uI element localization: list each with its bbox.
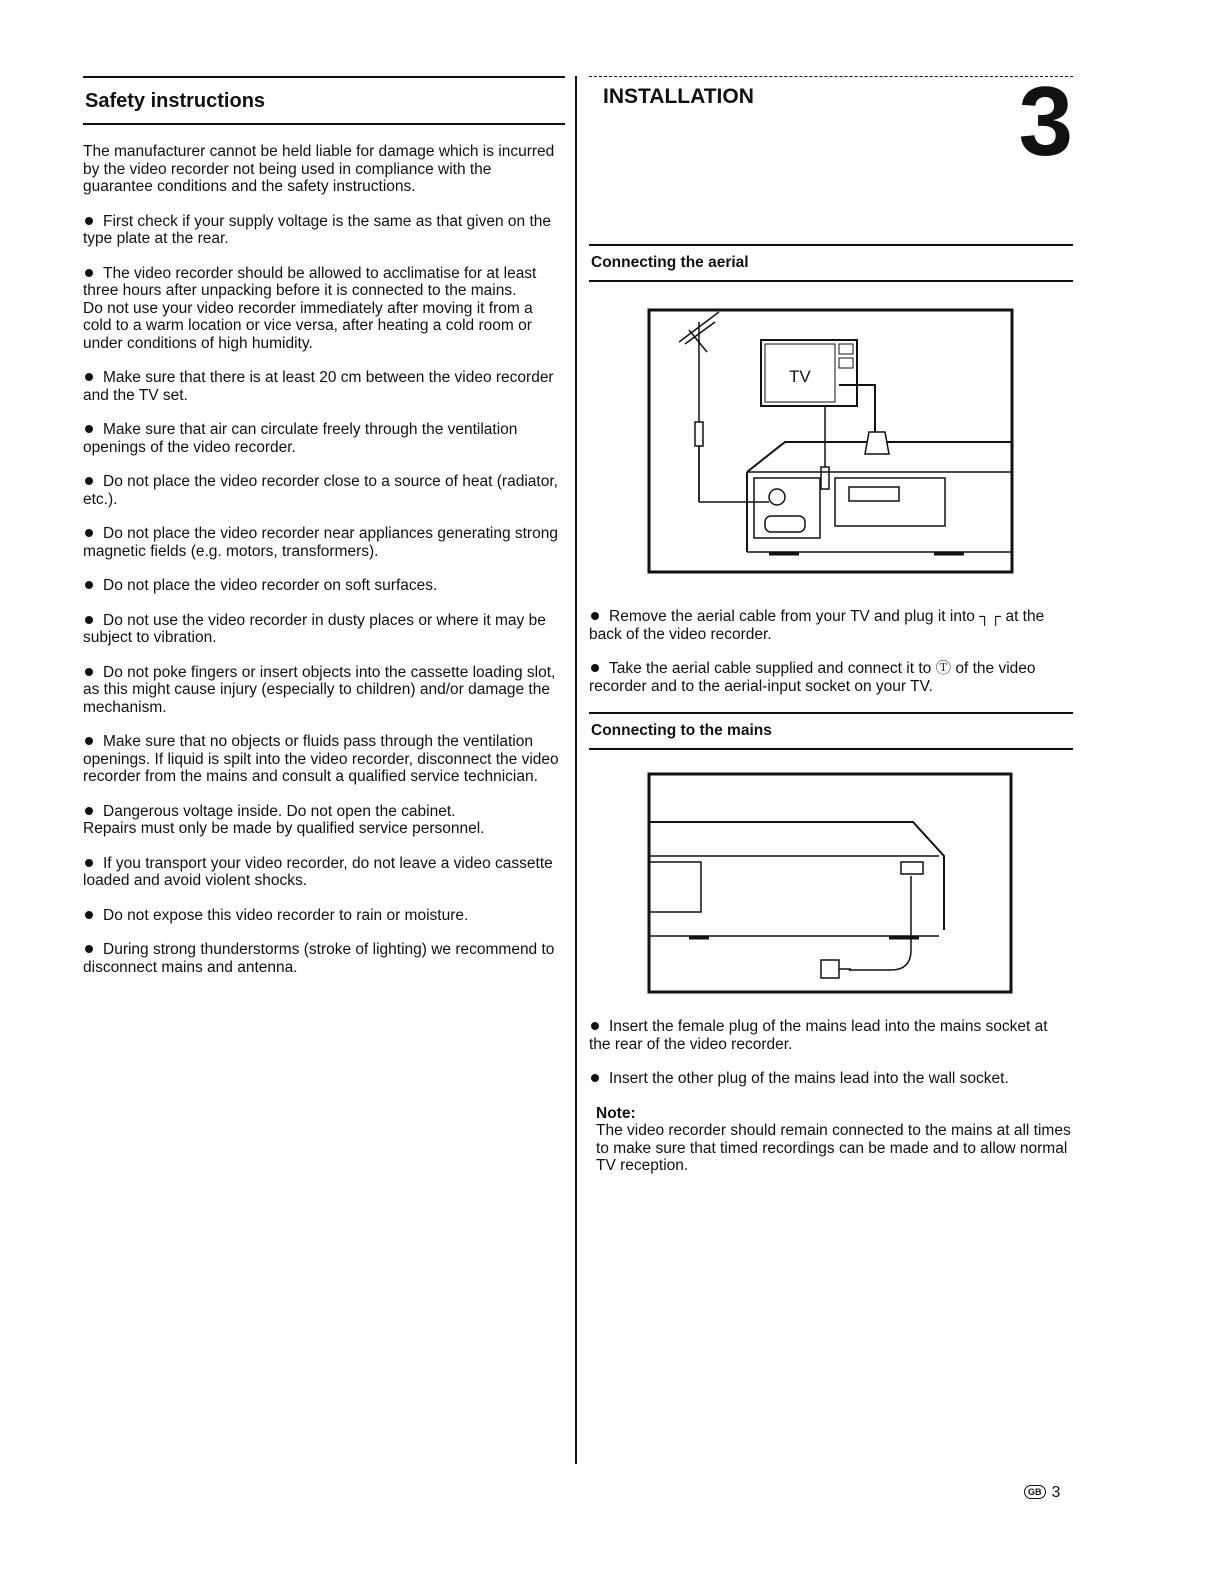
- bullet-icon: [85, 859, 93, 867]
- bullet-icon: [85, 477, 93, 485]
- safety-item: Make sure that air can circulate freely through the ventilation openings of the video recorder.: [83, 421, 518, 456]
- aerial-step: Take the aerial cable supplied and connect it to Ⓣ of the video recorder and to the aerial-input socket on your TV.: [589, 660, 1036, 695]
- safety-item: Do not use the video recorder in dusty places or where it may be subject to vibration.: [83, 611, 546, 646]
- bullet-icon: [85, 668, 93, 676]
- safety-item: Do not expose this video recorder to rain or moisture.: [83, 907, 565, 925]
- safety-item: Do not poke fingers or insert objects into the cassette loading slot, as this might cause injury (especially to children) and/or damage the mechanism.: [83, 663, 556, 716]
- video-recorder-icon: [649, 822, 944, 938]
- installation-header: [589, 66, 1073, 238]
- safety-item: Dangerous voltage inside. Do not open the cabinet. Repairs must only be made by qualified service personnel.: [83, 802, 485, 837]
- mains-section-title: Connecting to the mains: [591, 722, 772, 739]
- bullet-icon: [85, 945, 93, 953]
- bullet-icon: [85, 737, 93, 745]
- top-rule: [83, 76, 565, 78]
- bullet-icon: [591, 664, 599, 672]
- column-divider: [575, 76, 577, 1464]
- note-block: [596, 1105, 1073, 1175]
- aerial-connection-diagram: [589, 282, 1073, 592]
- bullet-icon: [85, 269, 93, 277]
- safety-item: Do not place the video recorder on soft surfaces.: [83, 577, 565, 595]
- mains-step: Insert the female plug of the mains lead into the mains socket at the rear of the video recorder.: [589, 1018, 1048, 1053]
- aerial-step: Remove the aerial cable from your TV and plug it into ┐┌ at the back of the video recorder.: [589, 608, 1045, 643]
- wall-socket-icon: [821, 960, 851, 978]
- installation-column: [589, 66, 1073, 1175]
- tv-label: TV: [789, 367, 811, 386]
- bullet-icon: [85, 807, 93, 815]
- page-footer: [1024, 1484, 1060, 1502]
- safety-item: Do not place the video recorder close to a source of heat (radiator, etc.).: [83, 473, 558, 508]
- safety-item: Make sure that no objects or fluids pass through the ventilation openings. If liquid is spilt into the video recorder, disconnect the video recorder from the mains and consult a qualified service technician.: [83, 733, 559, 785]
- country-badge: GB: [1024, 1485, 1046, 1499]
- video-recorder-icon: [747, 442, 1012, 554]
- safety-item: Do not place the video recorder near appliances generating strong magnetic fields (e.g. motors, transformers).: [83, 525, 558, 560]
- bullet-icon: [591, 1074, 599, 1082]
- page-number: 3: [1051, 1484, 1061, 1501]
- mains-connection-diagram: [589, 750, 1073, 1000]
- header-rule: [589, 76, 1073, 77]
- mains-rule-top: [589, 712, 1073, 714]
- bullet-icon: [85, 373, 93, 381]
- bullet-icon: [85, 616, 93, 624]
- tv-icon: [761, 340, 857, 406]
- aerial-section-title: Connecting the aerial: [591, 254, 749, 271]
- bullet-icon: [591, 1022, 599, 1030]
- note-label: Note:: [596, 1104, 636, 1122]
- chapter-number: 3: [1018, 66, 1073, 176]
- installation-title: INSTALLATION: [603, 85, 754, 108]
- safety-item: First check if your supply voltage is the same as that given on the type plate at the rear.: [83, 212, 552, 247]
- bullet-icon: [591, 612, 599, 620]
- safety-intro: The manufacturer cannot be held liable for damage which is incurred by the video recorder not being used in compliance with the guarantee conditions and the safety instructions.: [83, 143, 555, 195]
- aerial-rule-top: [589, 244, 1073, 246]
- mains-step: Insert the other plug of the mains lead into the wall socket.: [589, 1070, 1073, 1088]
- note-text: The video recorder should remain connected to the mains at all times to make sure that timed recordings can be made and to allow normal TV reception.: [596, 1122, 1071, 1174]
- bullet-icon: [85, 529, 93, 537]
- safety-column: [83, 76, 565, 993]
- bullet-icon: [85, 217, 93, 225]
- bullet-icon: [85, 581, 93, 589]
- title-rule: [83, 123, 565, 125]
- safety-item: During strong thunderstorms (stroke of lighting) we recommend to disconnect mains and antenna.: [83, 941, 555, 976]
- safety-item: Make sure that there is at least 20 cm between the video recorder and the TV set.: [83, 369, 554, 404]
- safety-item: If you transport your video recorder, do not leave a video cassette loaded and avoid violent shocks.: [83, 854, 553, 889]
- safety-title: Safety instructions: [85, 90, 266, 112]
- bullet-icon: [85, 911, 93, 919]
- safety-item: The video recorder should be allowed to acclimatise for at least three hours after unpacking before it is connected to the mains. Do not use your video recorder immediately after moving it from a cold to a warm location or vice versa, after heating a cold room or under conditions of high humidity.: [83, 264, 537, 352]
- bullet-icon: [85, 425, 93, 433]
